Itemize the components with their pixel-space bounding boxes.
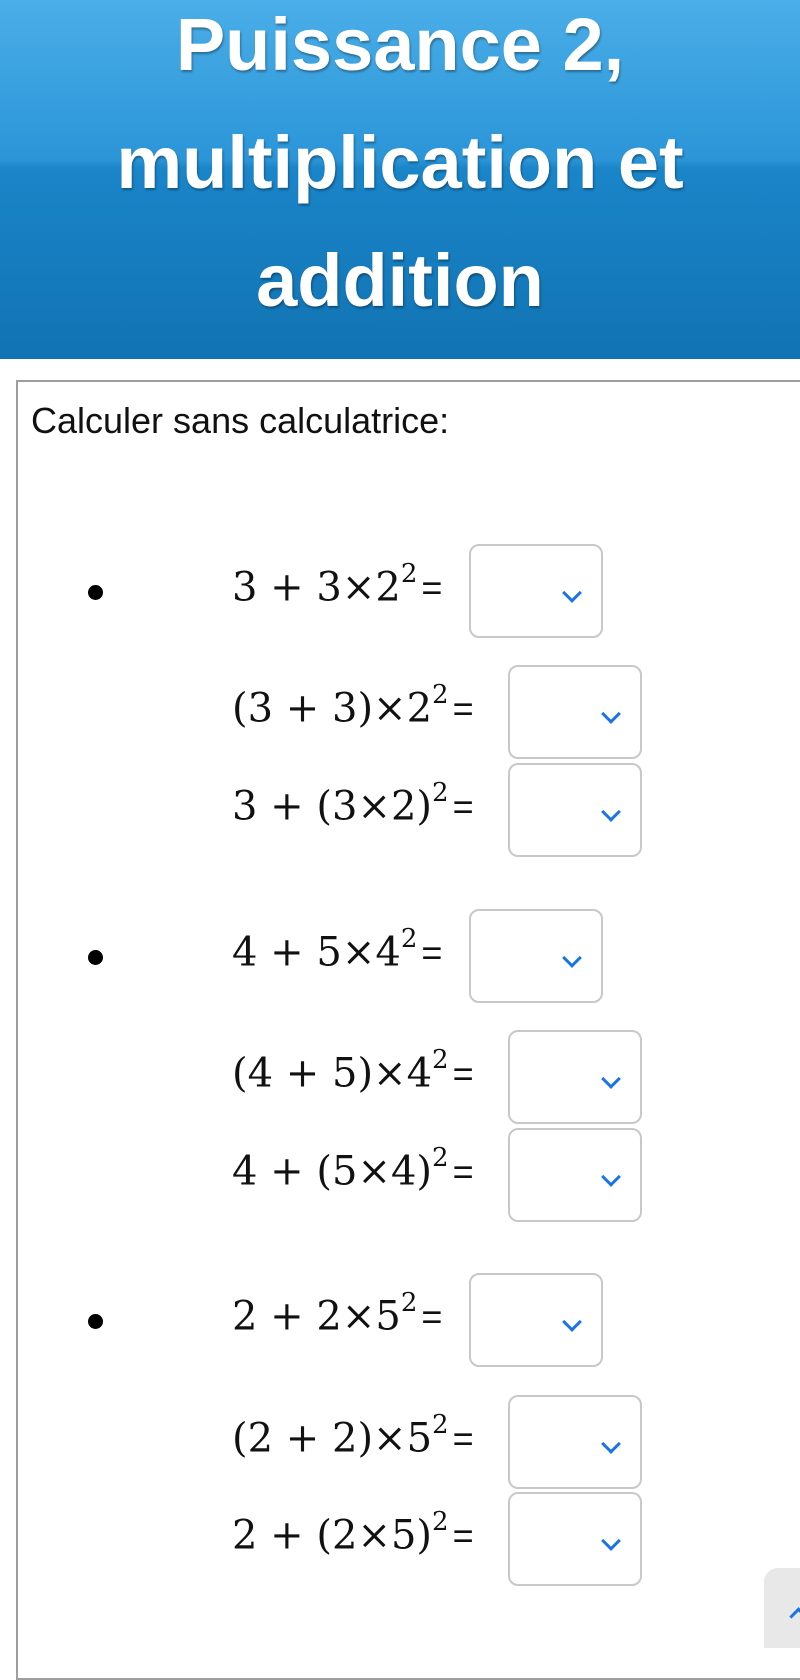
chevron-down-icon [562,583,582,603]
chevron-down-icon [601,1434,621,1454]
chevron-down-icon [562,1312,582,1332]
answer-select-2-2[interactable] [508,1030,642,1124]
expression-1-2: $(3 + 3)\times 2^2$ = [232,680,474,732]
expression-3-1: $2 + 2\times 5^2$ = [232,1288,443,1340]
expression-1-3: $3 + (3\times 2)^2$ = [232,778,474,830]
answer-select-1-3[interactable] [508,763,642,857]
answer-select-3-1[interactable] [469,1273,603,1367]
answer-select-3-3[interactable] [508,1492,642,1586]
chevron-down-icon [601,1167,621,1187]
bullet-3 [88,1314,103,1329]
answer-select-2-1[interactable] [469,909,603,1003]
answer-select-2-3[interactable] [508,1128,642,1222]
expression-2-3: $4 + (5\times 4)^2$ = [232,1143,474,1195]
expression-2-2: $(4 + 5)\times 4^2$ = [232,1045,474,1097]
expression-2-1: $4 + 5\times 4^2$ = [232,924,443,976]
expression-3-3: $2 + (2\times 5)^2$ = [232,1507,474,1559]
title-line-2: multiplication et [116,121,684,204]
answer-select-3-2[interactable] [508,1395,642,1489]
page-title [0,0,800,340]
chevron-up-icon [789,1607,800,1625]
bullet-1 [88,585,103,600]
instruction-text: Calculer sans calculatrice: [31,400,450,441]
chevron-down-icon [601,802,621,822]
scroll-top-button[interactable] [764,1568,800,1648]
expression-3-2: $(2 + 2)\times 5^2$ = [232,1410,474,1462]
chevron-down-icon [601,1069,621,1089]
title-line-1: Puissance 2, [175,3,625,86]
expression-1-1: $3 + 3\times 2^2$ = [232,559,443,611]
chevron-down-icon [601,1531,621,1551]
chevron-down-icon [562,948,582,968]
page-header [0,0,800,359]
answer-select-1-2[interactable] [508,665,642,759]
title-line-3: addition [256,239,544,322]
bullet-2 [88,950,103,965]
answer-select-1-1[interactable] [469,544,603,638]
chevron-down-icon [601,704,621,724]
